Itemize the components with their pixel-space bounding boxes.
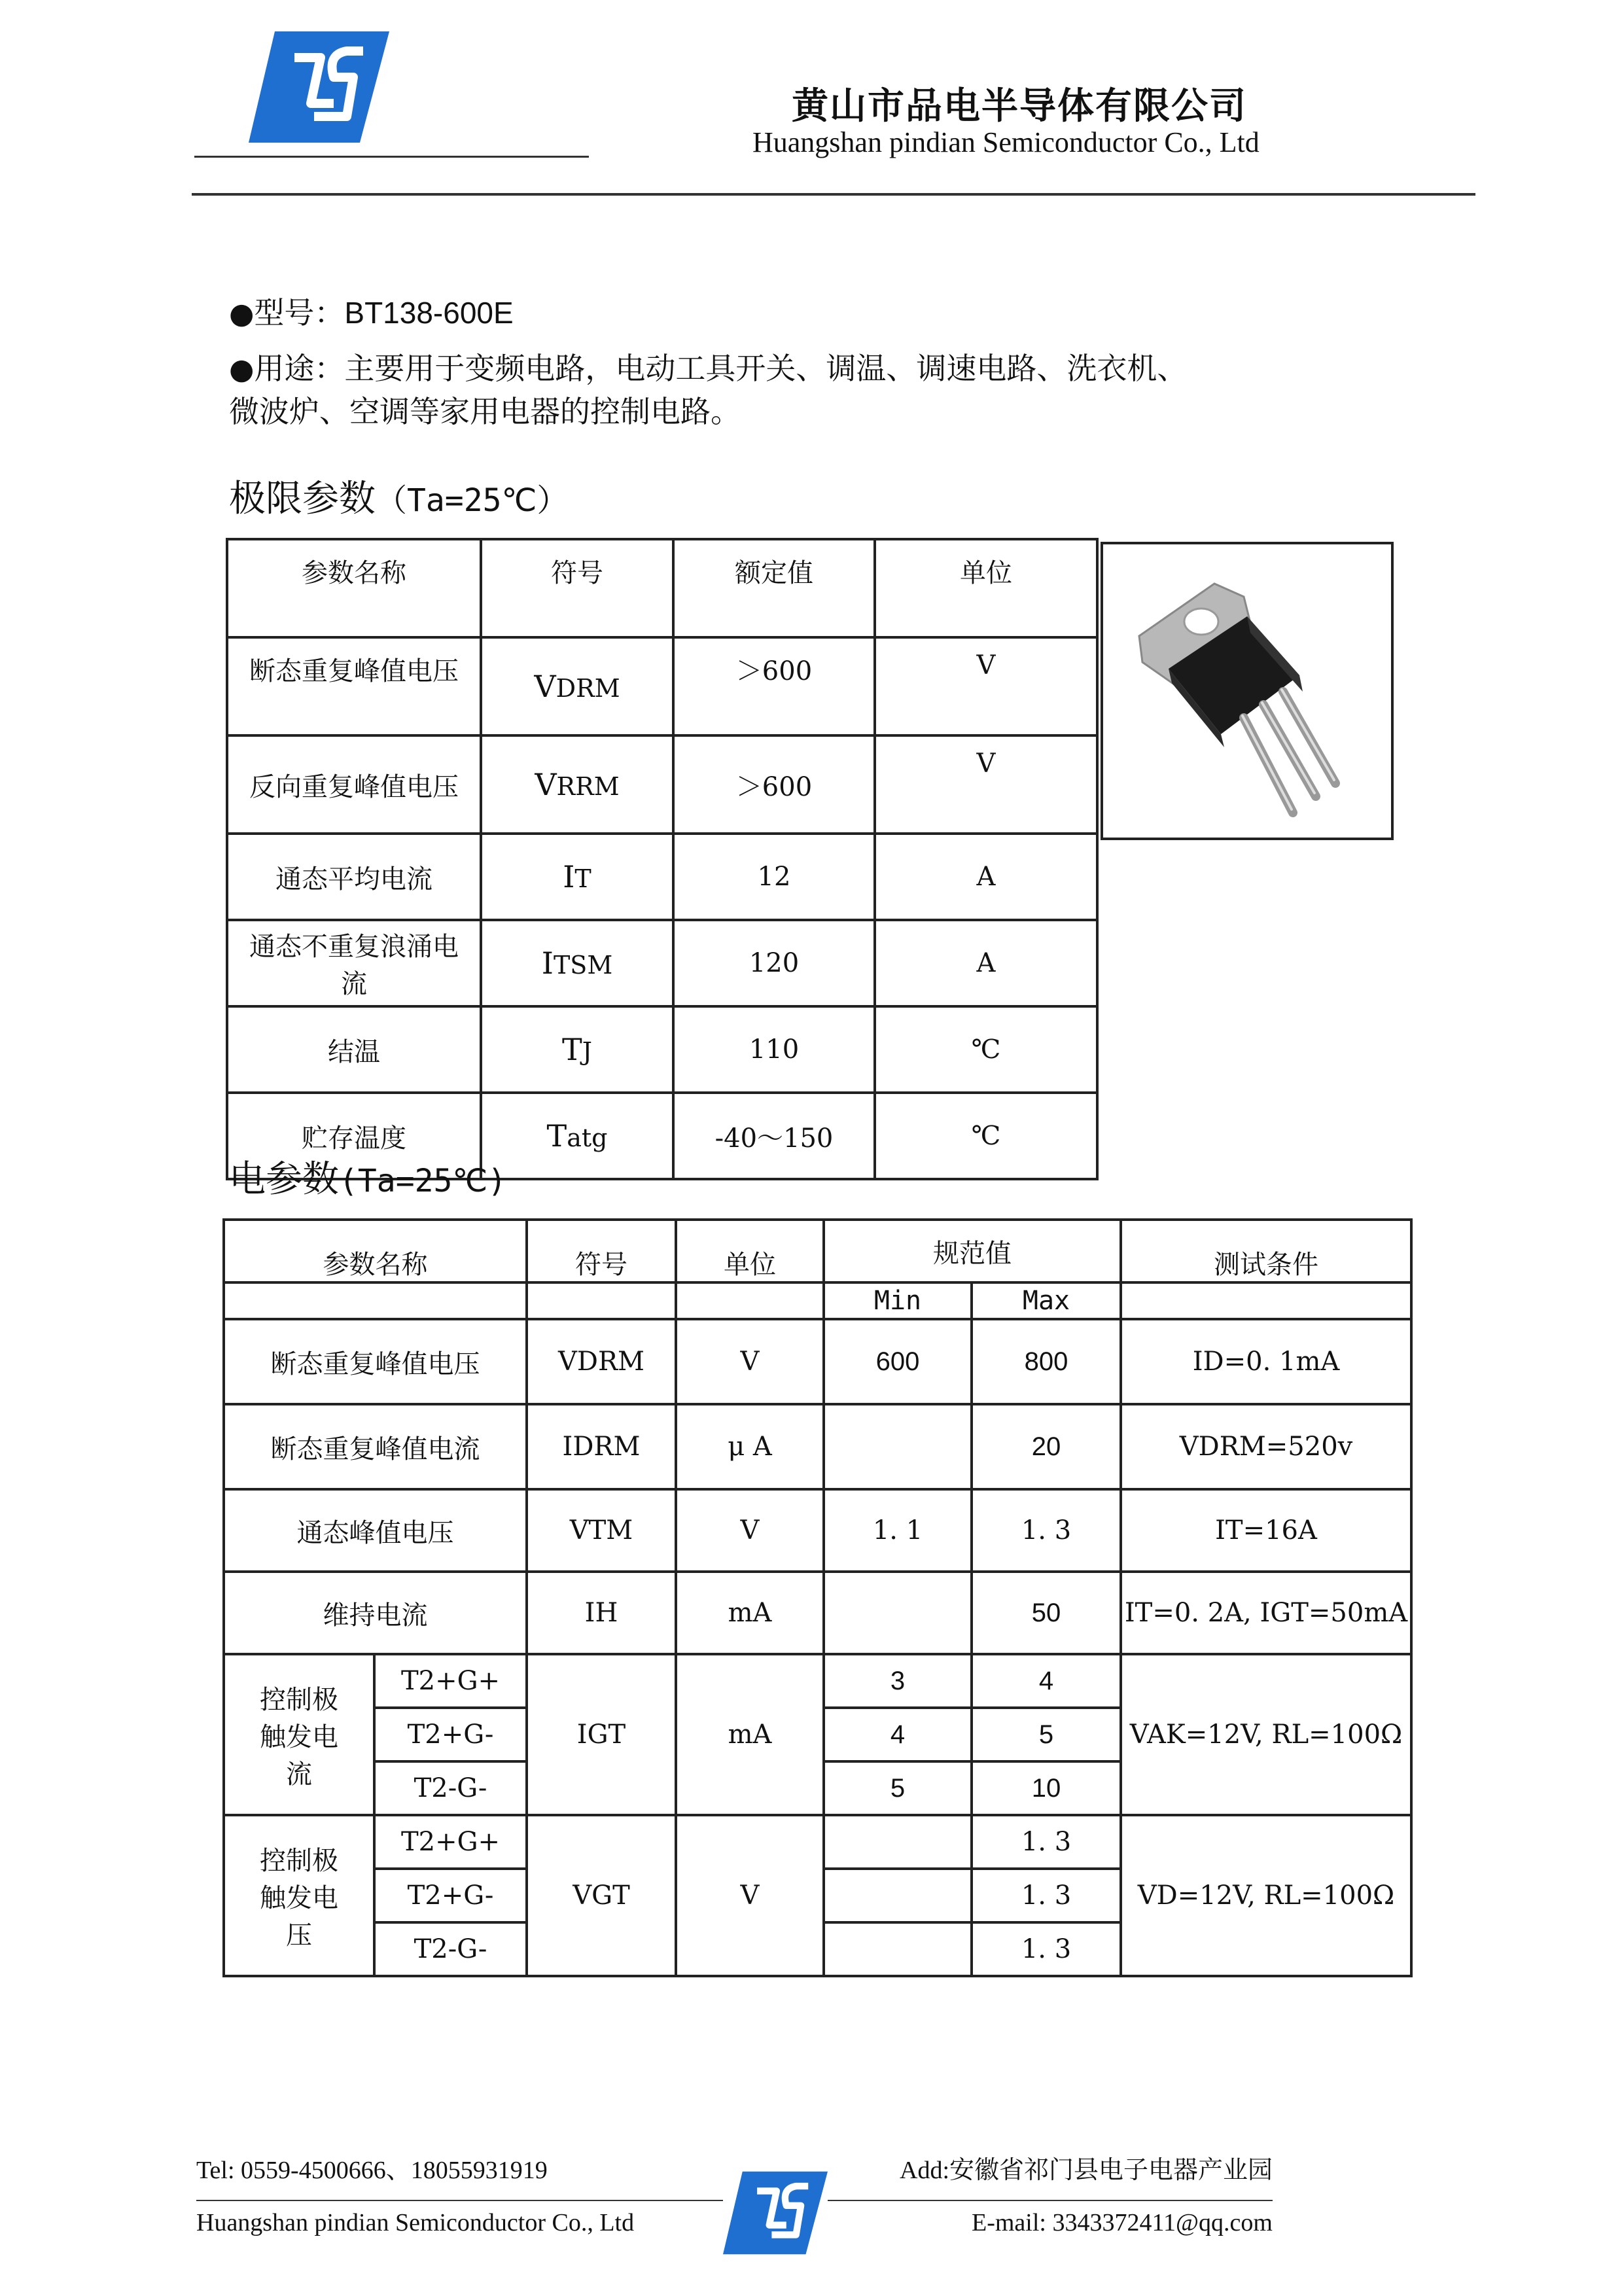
model-line: ●型号：BT138-600E <box>229 295 514 330</box>
header-logo-icon <box>249 31 389 143</box>
limits-title: 极限参数（Ta=25℃） <box>229 478 569 520</box>
component-photo <box>1101 542 1394 840</box>
footer-rule-right <box>828 2200 1273 2201</box>
table-row: 通态峰值电压 VTM V 1. 1 1. 3 IT=16A <box>224 1489 1411 1572</box>
limits-header-row <box>227 539 1097 637</box>
limits-header-symbol: 符号 <box>481 539 673 637</box>
table-row: T2+G- 4 5 <box>224 1708 1411 1761</box>
table-row: 结温 TJ 110 ℃ <box>227 1006 1097 1093</box>
footer-tel: Tel: 0559-4500666、18055931919 <box>196 2157 548 2184</box>
electrical-header-row: 参数名称 符号 单位 规范值 测试条件 <box>224 1220 1411 1282</box>
electrical-table <box>222 1218 1413 1977</box>
usage-text-1: 主要用于变频电路，电动工具开关、调温、调速电路、洗衣机、 <box>344 351 1188 386</box>
limits-table <box>226 538 1099 1180</box>
table-row: 断态重复峰值电压 VDRM V 600 800 ID=0. 1mA <box>224 1319 1411 1404</box>
header-rule <box>192 193 1475 196</box>
company-name-en: Huangshan pindian Semiconductor Co., Ltd <box>752 126 1260 158</box>
usage-line-2 <box>229 390 741 433</box>
table-row: 维持电流 IH mA 50 IT=0. 2A, IGT=50mA <box>224 1572 1411 1654</box>
company-name-cn: 黄山市品电半导体有限公司 <box>792 84 1247 128</box>
table-row: 贮存温度 Tatg -40～150 ℃ <box>227 1093 1097 1179</box>
table-row: 断态重复峰值电压 VDRM ＞600 V <box>227 637 1097 735</box>
table-row: T2-G- 1. 3 <box>224 1922 1411 1976</box>
table-row: 通态平均电流 IT 12 A <box>227 834 1097 920</box>
model-label: 型号： <box>254 295 345 330</box>
table-row: T2+G- 1. 3 <box>224 1869 1411 1922</box>
to220-transistor-icon <box>1103 544 1391 838</box>
electrical-subheader-row: Min Max <box>224 1282 1411 1319</box>
usage-label: 用途： <box>254 351 345 386</box>
table-row: 通态不重复浪涌电 流 ITSM 120 A <box>227 920 1097 1006</box>
limits-header-unit: 单位 <box>875 539 1097 637</box>
footer-email[interactable]: E-mail: 3343372411@qq.com <box>972 2209 1273 2236</box>
electrical-title: 电参数(Ta=25℃) <box>229 1158 507 1201</box>
limits-header-name: 参数名称 <box>227 539 481 637</box>
usage-text-2: 微波炉、空调等家用电器的控制电路。 <box>229 394 741 429</box>
table-row: 控制极 触发电 压 T2+G+ VGT V 1. 3 VD=12V, RL=100Ω <box>224 1815 1411 1869</box>
footer-address: Add:安徽省祁门县电子电器产业园 <box>900 2157 1273 2184</box>
table-row: 断态重复峰值电流 IDRM μ A 20 VDRM=520v <box>224 1404 1411 1489</box>
limits-header-value: 额定值 <box>673 539 875 637</box>
vgt-name: 控制极 触发电 压 <box>224 1815 374 1976</box>
footer-company: Huangshan pindian Semiconductor Co., Ltd <box>196 2209 635 2236</box>
footer-logo-icon <box>723 2171 828 2255</box>
table-row: 控制极 触发电 流 T2+G+ IGT mA 3 4 VAK=12V, RL=100Ω <box>224 1654 1411 1708</box>
model-value: BT138-600E <box>344 296 514 330</box>
igt-name: 控制极 触发电 流 <box>224 1654 374 1815</box>
table-row: 反向重复峰值电压 VRRM ＞600 V <box>227 735 1097 834</box>
header-short-rule <box>194 156 589 158</box>
footer-rule-left <box>196 2200 723 2201</box>
table-row: T2-G- 5 10 <box>224 1761 1411 1815</box>
usage-line: ●用途：主要用于变频电路，电动工具开关、调温、调速电路、洗衣机、 <box>229 351 1188 386</box>
